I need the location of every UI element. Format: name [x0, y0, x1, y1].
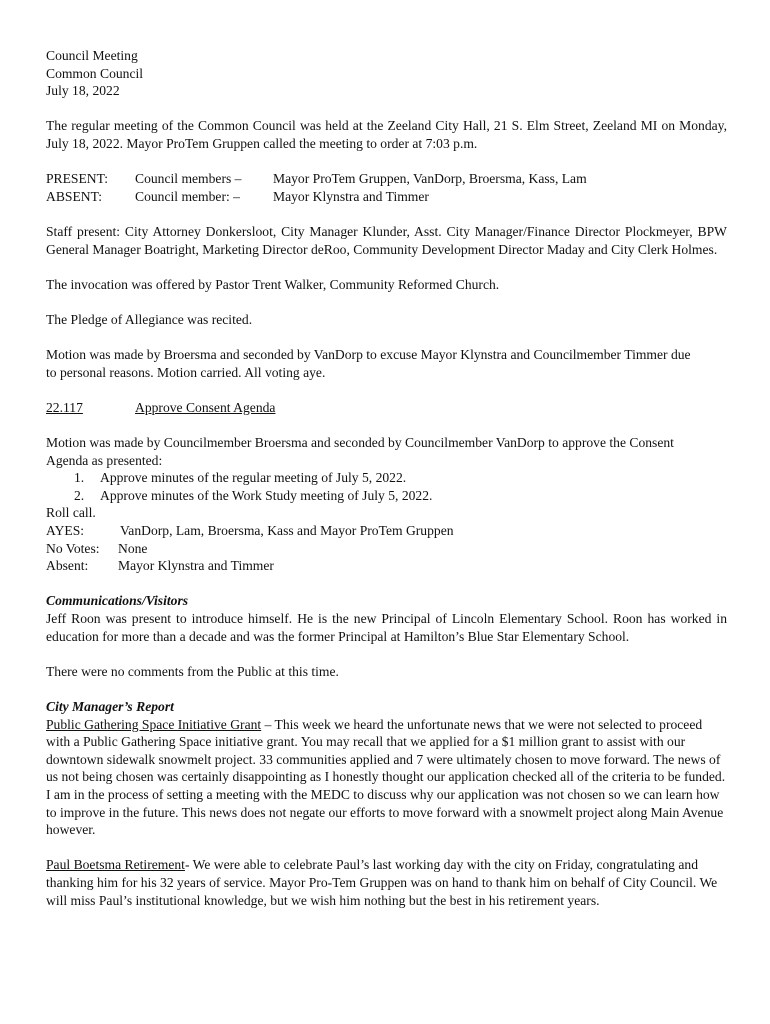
agenda-item-text: Approve minutes of the Work Study meeting of July 5, 2022.: [100, 487, 433, 503]
vote-absent-row: [46, 557, 727, 575]
agenda-title: Approve Consent Agenda: [135, 399, 276, 415]
absent-group: Council member: –: [135, 188, 240, 204]
absent-label: ABSENT:: [46, 188, 102, 204]
agenda-motion: Motion was made by Councilmember Broersma and seconded by Councilmember VanDorp to approve the Consent Agenda as presented:: [46, 435, 674, 468]
ayes-row: [46, 522, 727, 540]
absent-row: [46, 188, 727, 206]
agenda-item-number: 1.: [74, 470, 85, 486]
communications-paragraph: Jeff Roon was present to introduce himself. He is the new Principal of Lincoln Elementary School. Roon has worked in education for more than a decade and was the former Principal at Hamilton’s Blue Star Elementary School.: [46, 611, 727, 644]
agenda-heading: [46, 399, 727, 417]
communications-heading: Communications/Visitors: [46, 593, 189, 609]
absent-names: Mayor Klynstra and Timmer: [273, 188, 429, 204]
novotes-row: [46, 540, 727, 558]
retirement-paragraph: [46, 856, 727, 909]
pledge-paragraph: The Pledge of Allegiance was recited.: [46, 311, 253, 327]
novotes-label: No Votes:: [46, 540, 100, 556]
doc-date: July 18, 2022: [46, 83, 120, 99]
ayes-label: AYES:: [46, 523, 85, 539]
vote-absent-label: Absent:: [46, 558, 89, 574]
manager-report-heading: City Manager’s Report: [46, 698, 174, 714]
present-group: Council members –: [135, 171, 242, 187]
grant-text: – This week we heard the unfortunate news that we were not selected to proceed with a Public Gathering Space initiative grant. You may recall that we applied for a $1 million grant to assist with our downtown sidewalk snowmelt project. 33 communities applied and 7 were ultimately chosen to move forward. The news of us not being chosen was certainly disappointing as I honestly thought our application checked all of the criteria to be funded. I am in the process of setting a meeting with the MEDC to discuss why our application was not chosen so we can learn how to improve in the future. This news does not negate our efforts to move forward with a snowmelt project along Main Avenue however.: [46, 716, 726, 838]
novotes-value: None: [118, 540, 148, 556]
staff-paragraph: Staff present: City Attorney Donkersloot, City Manager Klunder, Asst. City Manager/Finance Director Plockmeyer, BPW General Manager Boatright, Marketing Director deRoo, Community Development Director Maday and City Clerk Holmes.: [46, 223, 727, 257]
retirement-text: - We were able to celebrate Paul’s last working day with the city on Friday, congratulating and thanking him for his 32 years of service. Mayor Pro-Tem Gruppen was on hand to thank him on behalf of City Council. We will miss Paul’s institutional knowledge, but we wish him nothing but the best in his retirement years.: [46, 857, 718, 908]
agenda-list-item: [46, 487, 727, 505]
doc-body-name: Common Council: [46, 65, 144, 81]
agenda-list-item: [46, 469, 727, 487]
agenda-item-number: 2.: [74, 487, 85, 503]
grant-title: Public Gathering Space Initiative Grant: [46, 716, 262, 732]
grant-paragraph: [46, 716, 727, 839]
vote-absent-names: Mayor Klynstra and Timmer: [118, 558, 274, 574]
intro-paragraph: The regular meeting of the Common Council was held at the Zeeland City Hall, 21 S. Elm Street, Zeeland MI on Monday, July 18, 2022. Mayor ProTem Gruppen called the meeting to order at 7:03 p.m.: [46, 118, 727, 151]
doc-title: Council Meeting: [46, 48, 138, 63]
excuse-motion-paragraph: Motion was made by Broersma and seconded by VanDorp to excuse Mayor Klynstra and Councilmember Timmer due to personal reasons. Motion carried. All voting aye.: [46, 347, 691, 380]
agenda-item-text: Approve minutes of the regular meeting of July 5, 2022.: [100, 470, 407, 486]
roll-call: Roll call.: [46, 505, 96, 521]
present-row: [46, 170, 727, 188]
present-names: Mayor ProTem Gruppen, VanDorp, Broersma, Kass, Lam: [273, 171, 587, 187]
retirement-title: Paul Boetsma Retirement: [46, 857, 185, 873]
public-comments-paragraph: There were no comments from the Public at this time.: [46, 663, 339, 679]
ayes-names: VanDorp, Lam, Broersma, Kass and Mayor ProTem Gruppen: [120, 523, 454, 539]
invocation-paragraph: The invocation was offered by Pastor Trent Walker, Community Reformed Church.: [46, 276, 500, 292]
minutes-page: [46, 47, 727, 909]
agenda-number: 22.117: [46, 399, 83, 415]
present-label: PRESENT:: [46, 171, 109, 187]
